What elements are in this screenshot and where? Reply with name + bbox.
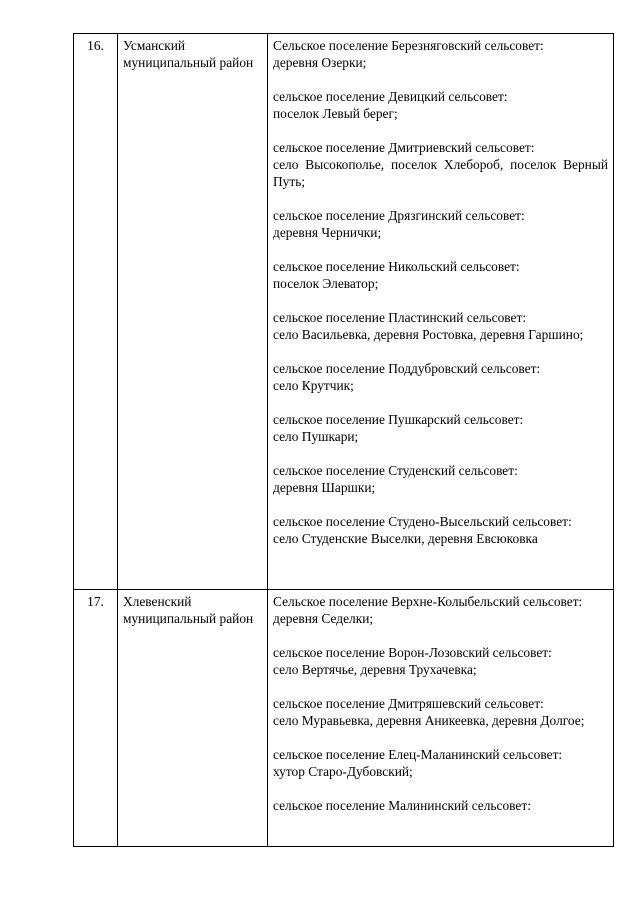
settlement-localities: село Муравьевка, деревня Аникеевка, деревня Долгое; — [273, 713, 585, 728]
settlement-heading: сельское поселение Девицкий сельсовет: — [273, 89, 508, 104]
settlement-localities: поселок Элеватор; — [273, 276, 379, 291]
settlement-localities: село Студенские Выселки, деревня Евсюковка — [273, 531, 538, 546]
table-row — [74, 34, 614, 590]
settlement-heading: сельское поселение Дмитриевский сельсовет: — [273, 140, 535, 155]
settlement-entry — [273, 139, 608, 190]
settlement-entry — [273, 462, 608, 496]
settlement-heading: сельское поселение Поддубровский сельсовет: — [273, 361, 541, 376]
settlement-heading: сельское поселение Малининский сельсовет: — [273, 798, 531, 813]
settlements-cell — [268, 590, 614, 847]
settlement-heading: сельское поселение Дмитряшевский сельсовет: — [273, 696, 544, 711]
district-name: Усманский муниципальный район — [118, 34, 268, 590]
settlement-heading: сельское поселение Дрязгинский сельсовет: — [273, 208, 525, 223]
settlement-heading: сельское поселение Студено-Высельский сельсовет: — [273, 514, 572, 529]
settlement-entry — [273, 360, 608, 394]
table-row — [74, 590, 614, 847]
settlement-entry — [273, 88, 608, 122]
settlement-localities: село Вертячье, деревня Трухачевка; — [273, 662, 477, 677]
settlement-localities: село Васильевка, деревня Ростовка, деревня Гаршино; — [273, 327, 584, 342]
row-number: 17. — [74, 590, 118, 847]
settlement-localities: село Крутчик; — [273, 378, 354, 393]
settlement-entry — [273, 207, 608, 241]
settlement-heading: сельское поселение Ворон-Лозовский сельсовет: — [273, 645, 552, 660]
settlement-heading: Сельское поселение Верхне-Колыбельский сельсовет: — [273, 594, 583, 609]
settlement-entry — [273, 411, 608, 445]
settlement-heading: сельское поселение Студенский сельсовет: — [273, 463, 518, 478]
settlement-entry — [273, 695, 608, 729]
row-number: 16. — [74, 34, 118, 590]
settlement-entry — [273, 309, 608, 343]
settlements-cell — [268, 34, 614, 590]
settlement-localities: деревня Шаршки; — [273, 480, 376, 495]
settlement-heading: Сельское поселение Березняговский сельсовет: — [273, 38, 544, 53]
settlement-entry — [273, 644, 608, 678]
settlement-localities: деревня Озерки; — [273, 55, 367, 70]
settlement-heading: сельское поселение Елец-Маланинский сельсовет: — [273, 747, 563, 762]
settlements-table — [73, 33, 614, 847]
settlement-heading: сельское поселение Пушкарский сельсовет: — [273, 412, 524, 427]
settlement-entry — [273, 593, 608, 627]
settlement-localities: хутор Старо-Дубовский; — [273, 764, 413, 779]
settlement-entry — [273, 258, 608, 292]
settlement-entry — [273, 746, 608, 780]
settlement-localities: село Высокополье, поселок Хлебороб, поселок Верный Путь; — [273, 157, 608, 189]
settlement-entry — [273, 513, 608, 547]
settlement-localities: село Пушкари; — [273, 429, 359, 444]
district-name: Хлевенский муниципальный район — [118, 590, 268, 847]
settlement-entry — [273, 797, 608, 814]
settlement-heading: сельское поселение Пластинский сельсовет: — [273, 310, 527, 325]
settlement-localities: деревня Седелки; — [273, 611, 374, 626]
settlement-localities: деревня Чернички; — [273, 225, 382, 240]
settlement-entry — [273, 37, 608, 71]
settlement-localities: поселок Левый берег; — [273, 106, 398, 121]
settlement-heading: сельское поселение Никольский сельсовет: — [273, 259, 520, 274]
